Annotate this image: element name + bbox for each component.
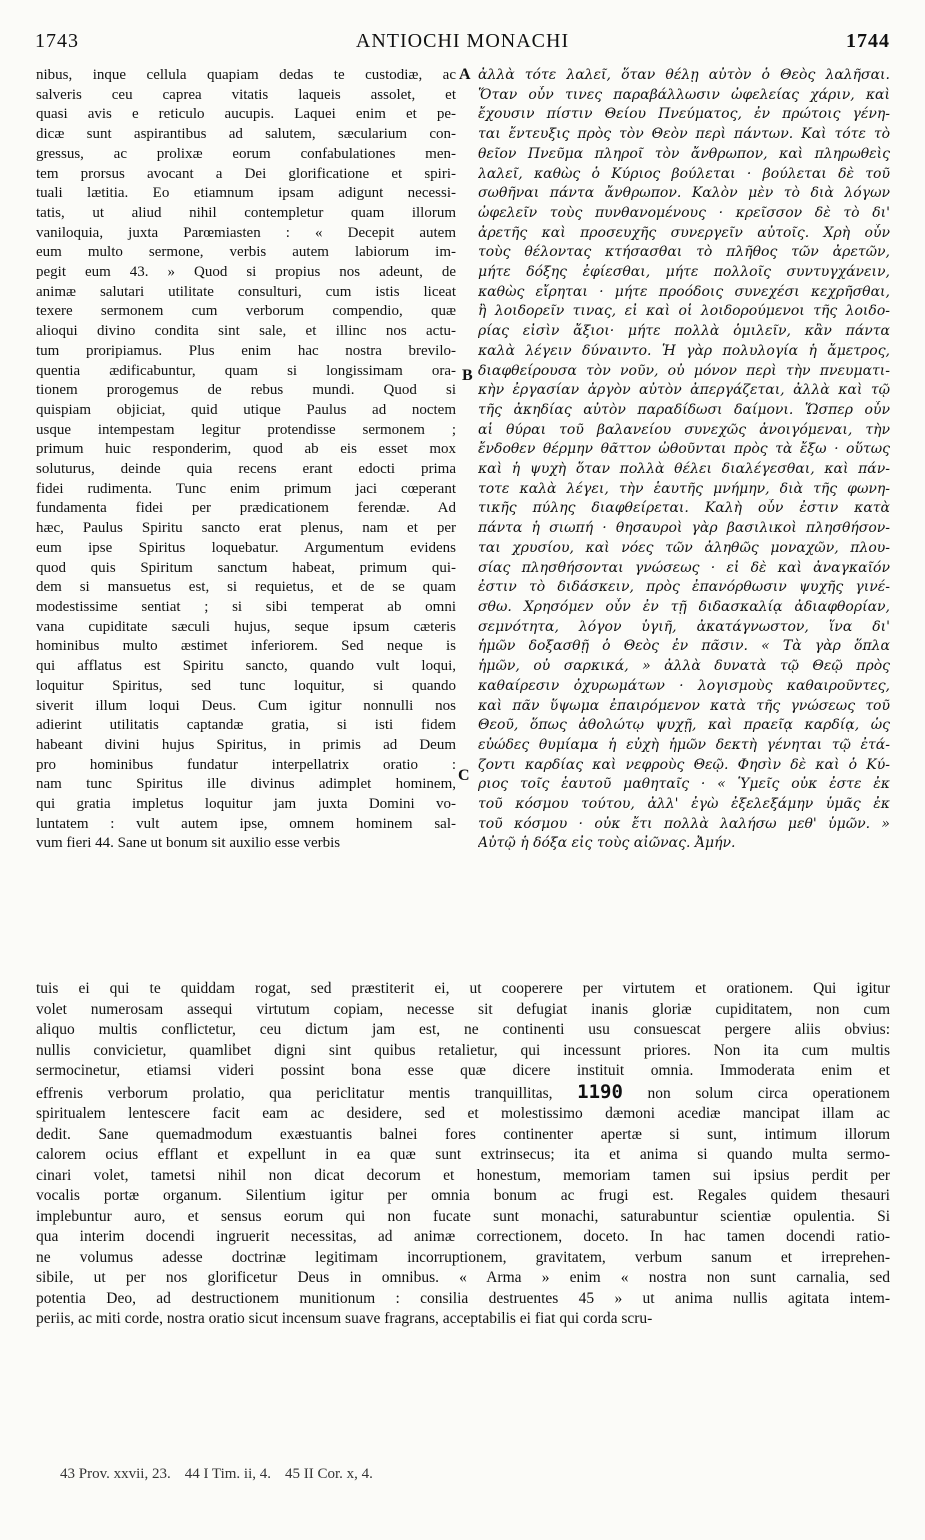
latin-text-line: vaniloquia, juxta Parœmiasten : « Decepit autem [36,224,456,241]
greek-text-line: κὴν ἐργασίαν ἀργὸν αὐτὸν ἀπεργάζεται, ἀλλὰ καὶ τῷ [478,382,890,399]
body-text-line: tuis ei qui te quiddam rogat, sed præstiterit ei, ut cooperere per virtutem et orationem. Qui igitur [36,980,890,997]
greek-text-line: Αὐτῷ ἡ δόξα εἰς τοὺς αἰῶνας. Ἀμήν. [478,835,736,852]
left-column-number: 1743 [35,30,79,52]
latin-text-line: pro hominibus fundatur interpellatrix oratio : [36,756,456,773]
latin-text-line: loquitur Spiritus, sed tunc loquitur, si quando [36,677,456,694]
latin-text-line: fidei rudimenta. Tunc enim primum jaci cœperant [36,480,456,497]
greek-text-line: Ὅταν οὖν τινες παραβάλλωσιν ὠφελείας χάριν, καὶ [478,86,890,103]
greek-text-line: τοτε καλὰ λέγει, τὴν ἑαυτῆς μνήμην, διὰ τῆς φωνη- [478,480,890,497]
margin-letter-a: A [459,66,471,83]
greek-column [478,66,890,854]
greek-text-line: εὐώδες θυμίαμα ἡ εὐχὴ ἡμῶν δεκτὴ γένηται τῷ ἐτά- [478,736,890,753]
greek-text-line: λαλεῖ, καθὼς ὁ Κύριος βούλεται · βούλεται δὲ τοῦ [478,165,890,182]
latin-text-line: tem prorsus avocant a Dei glorificatione et spiri- [36,165,456,182]
latin-text-line: fundamenta fidei per prædicationem ferendæ. Ad [36,500,456,517]
latin-text-line: quispiam objiciat, quid utique Paulus ad noctem [36,401,456,418]
latin-text-line: tum proripiamus. Plus enim hac nostra brevilo- [36,342,456,359]
body-text-line: ne volumus adesse doctrinæ legitimam incorruptionem, gravitatem, verbum sanum et irreprehen- [36,1248,890,1266]
body-text-line: sibile, ut per nos glorificetur Deus in omnibus. « Arma » enim « nostra non sunt carnalia, sed [36,1269,890,1286]
latin-text-line: quentia ædificabuntur, quam si longissimam ora- [36,362,456,379]
greek-text-line: σωθῆναι πάντα ἄνθρωπον. Καλὸν μὲν τὸ διὰ λόγων [478,185,890,202]
latin-text-line: nam tunc Spiritus ille divinus adimplet hominem, [36,776,456,793]
greek-text-line: σθω. Χρησόμεν οὖν ἐν τῇ διδασκαλίᾳ ἀδιαφθορίαν, [478,598,890,615]
right-column-number: 1744 [846,30,890,52]
greek-text-line: πάντα ἡ σιωπή · θησαυροὶ γὰρ βασιλικοὶ πλησθήσον- [478,520,890,537]
latin-column [36,66,456,854]
greek-text-line: καλὰ λέγειν δύναιντο. Ἡ γὰρ πολυλογία ἡ ἄμετρος, [478,342,890,359]
body-text-line: spiritualem lentescere facit eam ac desidere, sed et molestissimo dæmoni acediæ mancipat illam ac [36,1105,890,1122]
latin-text-line: eum multo sermone, verbis autem labiorum im- [36,244,456,261]
footnote: 45 II Cor. x, 4. [284,1466,373,1482]
latin-text-line: usque intempestam legitur protendisse sermonem ; [36,421,456,438]
latin-text-line: siverit illum loqui Deus. Cum igitur nonnulli nos [36,697,456,714]
margin-letter-c: C [458,767,470,784]
greek-text-line: μήτε δόξης ἐφίεσθαι, μήτε πολλοῖς συντυγχάνειν, [478,264,890,281]
latin-text-line: vana cupiditate sæculi hujus, seque ipsum cæteris [36,618,456,635]
greek-text-line: Θεοῦ, ὅπως ἀθολώτῳ ψυχῇ, καὶ πραεῖᾳ καρδίᾳ, ὡς [478,717,890,734]
greek-text-line: ἀλλὰ τότε λαλεῖ, ὅταν θέλῃ αὐτὸν ὁ Θεὸς λαλῆσαι. [478,67,890,83]
body-text-line: vocalis portæ organum. Silentium igitur per omnia bonum ac frugi est. Regales quidem thesauri [36,1187,890,1204]
latin-text-line: quod quis Spiritum sanctum habeat, primum qui- [36,559,456,576]
full-width-text [36,979,890,1330]
body-text-line: effrenis verborum prolatio, qua periclitatur mentis tranquillitas, 1190 non solum circa operationem [36,1081,890,1103]
greek-text-line: διαφθείρουσα τὸν νοῦν, οὐ μόνον περὶ τὴν πνευματι- [478,362,890,379]
inline-column-number: 1190 [577,1081,623,1103]
greek-text-line: καὶ πᾶν ὕψωμα ἐπαιρόμενον κατὰ τῆς γνώσεως τοῦ [478,697,890,714]
greek-text-line: ἡμῶν δοξασθῇ ὁ Θεὸς ἐν πᾶσιν. « Τὰ γὰρ ὅπλα [478,638,890,655]
footnote: 43 Prov. xxvii, 23. [60,1466,171,1482]
greek-text-line: τοὺς θέλοντας κτήσασθαι τὸ πλῆθος τῶν ἀρετῶν, [478,244,890,261]
running-title: ANTIOCHI MONACHI [355,30,570,52]
latin-text-line: eum ipse Spiritus loquebatur. Argumentum evidens [36,539,456,556]
latin-text-line: dem si mansuetus est, si requietus, et de se quam [36,579,456,596]
latin-text-line: tatis, ut aliud nihil contempletur quam illorum [36,204,456,221]
greek-text-line: καθαίρεσιν ὀχυρωμάτων · λογισμοὺς καθαιροῦντες, [478,677,890,694]
greek-text-line: ριος τοῖς ἑαυτοῦ μαθηταῖς · « Ὑμεῖς οὐκ ἐστε ἐκ [478,776,890,793]
greek-text-line: ἀρετῆς καὶ προσευχῆς συνεργεῖν αὐτοῖς. Χρὴ οὖν [478,224,890,241]
greek-text-line: καθὼς εἴρηται · μήτε προόδοις συνεχέσι κεχρῆσθαι, [478,283,890,300]
greek-text-line: σεμνότητα, λόγον ὑγιῆ, ἀκατάγνωστον, ἵνα δι' [478,618,890,635]
latin-text-line: adierint utilitatis captandæ gratia, si isti fidem [36,717,456,734]
body-text-line: periis, ac miti corde, nostra oratio sicut incensum suave fragrans, acceptabilis ei fiat qui corda scru- [36,1310,653,1327]
greek-text-line: ἢ λοιδορεῖν τινας, εἰ καὶ οἱ λοιδορούμενοι τῆς λοιδο- [478,303,890,320]
footnotes [60,1466,387,1483]
latin-text-line: hominibus multo æstimet inferiorem. Sed neque is [36,638,456,655]
latin-text-line: animæ salutari utilitate consulturi, cum istis liceat [36,283,456,300]
latin-text-line: pegit eum 43. » Quod si propius nos adeunt, de [36,264,456,281]
latin-text-line: hæc, Paulus Spiritu sancto erat plenus, nam et per [36,520,456,537]
body-text-line: qua interim docendi ingruerit necessitas, ad animæ correctionem, doceto. In hac tamen docendi ratio- [36,1228,890,1245]
latin-text-line: tuali lætitia. Eo etiamnum ipsam adigunt necessi- [36,185,456,202]
latin-text-line: alioqui divino condita sint sale, et illinc nos actu- [36,323,456,340]
latin-text-line: quasi avis e reticulo aucupis. Laquei enim et pe- [36,106,456,123]
greek-text-line: ρίας εἰσὶν ἄξιοι· μήτε πολλὰ ὁμιλεῖν, κἂν πάντα [478,323,890,340]
greek-text-line: σίας πλησθήσονται γνώσεως · εἰ δὲ καὶ ἀναγκαῖόν [478,559,890,576]
latin-text-line: habeant divini hujus Spiritus, in primis ad Deum [36,736,456,753]
body-text-line: aliquo multis conflictetur, ceu dictum jam est, ne continenti usu consuescat pergere aliis obvius: [36,1021,890,1038]
latin-text-line: modestissime sentiat ; si sibi temperat ab omni [36,598,456,615]
latin-text-line: salveris ceu caprea vitatis laqueis assolet, et [36,86,456,103]
footnote: 44 I Tim. ii, 4. [184,1466,271,1482]
latin-text-line: tionem prorogemus de rebus mundi. Quod si [36,382,456,399]
greek-text-line: ἔνδοθεν θέρμην θᾶττον ὠθοῦνται πρὸς τὰ ἔξω · οὕτως [478,441,890,458]
margin-letter-b: B [462,367,473,384]
greek-text-line: θεῖον Πνεῦμα πληροῖ τὸν ἄνθρωπον, καὶ πληρωθεὶς [478,145,890,162]
greek-text-line: ἡμῶν, οὐ σαρκικά, » ἀλλὰ δυνατὰ τῷ Θεῷ πρὸς [478,658,890,675]
latin-text-line: texere sermonem cum verborum compendio, quæ [36,303,456,320]
latin-text-line: luntatem : vult autem ipse, omnem hominem sal- [36,815,456,832]
body-text-line: implebuntur auro, et sensus eorum qui non fucate sunt monachi, saturabuntur scientiæ opulentia. Si [36,1207,890,1225]
body-text-line: volet numerosam assequi virtutum copiam, necesse sit defugiat inanis gloriæ cupiditatem, non cum [36,1000,890,1018]
greek-text-line: αἱ θύραι τοῦ βαλανείου συνεχῶς ἀνοιγόμεναι, τὴν [478,421,890,438]
body-text-line: nullis convicietur, quamlibet digni sint quibus retalietur, qui incessunt priores. Non ita cum multis [36,1041,890,1059]
greek-text-line: τοῦ κόσμου · οὐκ ἔτι πολλὰ λαλήσω μεθ' ὑμῶν. » [478,815,890,832]
greek-text-line: ὠφελεῖν τοὺς πυνθανομένους · κρεῖσσον δὲ τὸ δι' [478,204,890,221]
body-text-line: potentia Deo, ad destructionem munitionum : consilia destruentes 45 » ut anima nullis agitata intem- [36,1289,890,1307]
body-text-line: sermocinetur, etiamsi videri possint bona esse quæ dicere instituit omnia. Immoderata enim et [36,1062,890,1079]
body-text-line: dedit. Sane quemadmodum exæstuantis balnei fores continenter apertæ si sunt, intimum illorum [36,1125,890,1143]
greek-text-line: ζοντι καρδίας καὶ νεφροὺς Θεῷ. Φησὶν δὲ καὶ ὁ Κύ- [478,756,890,773]
greek-text-line: ἐστιν τὸ διδάσκειν, πρὸς ἐπανόρθωσιν ψυχῆς γινέ- [478,579,890,596]
greek-text-line: καὶ ἡ ψυχὴ ὅταν πολλὰ θέλει διαλέγεσθαι, καὶ πάν- [478,461,890,478]
greek-text-line: τικῆς πύλης διαφθείρεται. Καλὴ οὖν ἐστιν κατὰ [478,500,890,517]
latin-text-line: primum huic responderim, quod ab eis esset mox [36,441,456,458]
greek-text-line: τῆς ἀκηδίας αὐτὸν παραδίδωσι δαίμονι. Ὥσπερ οὖν [478,401,890,418]
greek-text-line: ται χρυσίου, καὶ νόες τῶν ἀληθῶς μοναχῶν, πλου- [478,539,890,556]
latin-text-line: qui gratia impletus loquitur jam juxta Domini vo- [36,796,456,813]
body-text-line: calorem ocius efflant et expellunt in ea quæ sunt extrinsecus; ita et anima si quando multa sermo- [36,1146,890,1163]
greek-text-line: ται ἔντευξις πρὸς τὸν Θεὸν περὶ πάντων. Καὶ τότε τὸ [478,126,890,143]
body-text-line: cinari volet, tametsi nihil non dicat decorum et honestum, memoriam tamen sui ipsius perdit per [36,1166,890,1184]
page-header [35,30,890,58]
latin-text-line: qui afflatus est Spiritu sancto, quando vult loqui, [36,658,456,675]
latin-text-line: vum fieri 44. Sane ut bonum sit auxilio esse verbis [36,835,341,852]
latin-text-line: nibus, inque cellula quapiam dedas te custodiæ, ac [36,67,456,83]
greek-text-line: τοῦ κόσμου τούτου, ἀλλ' ἐγὼ ἐξελεξάμην ὑμᾶς ἐκ [478,796,890,813]
latin-text-line: gressus, ac prolixæ eorum confabulationes men- [36,145,456,162]
greek-text-line: ἔχουσιν πίστιν Θείου Πνεύματος, ἐν πρώτοις γένη- [478,106,890,123]
latin-text-line: dicæ sunt aspirantibus ad salutem, sæcularium con- [36,126,456,143]
latin-text-line: soluturus, deinde quia recens erant edocti prima [36,461,456,478]
